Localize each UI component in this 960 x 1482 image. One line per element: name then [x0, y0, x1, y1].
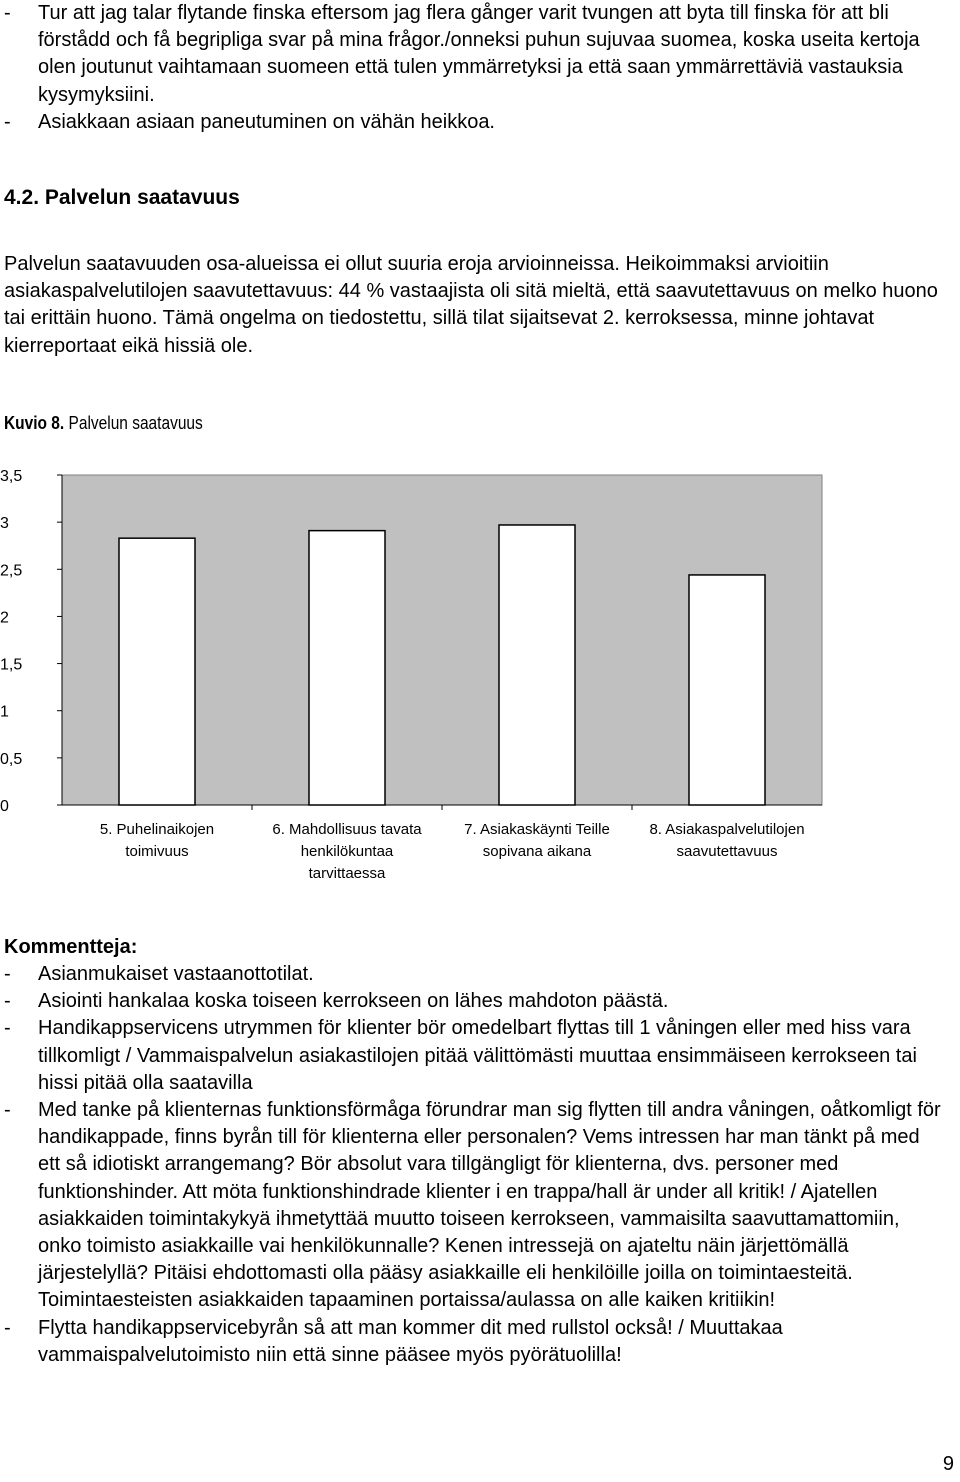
x-tick-label: 5. Puhelinaikojen toimivuus	[99, 821, 215, 860]
y-tick-label: 1,5	[0, 656, 23, 674]
comment-item: - Asiointi hankalaa koska toiseen kerrokseen on lähes mahdoton päästä.	[4, 990, 669, 1013]
y-tick-label: 3,5	[0, 468, 23, 485]
y-tick-label: 1	[0, 703, 9, 721]
y-tick-label: 0,5	[0, 750, 23, 768]
comment-text: Med tanke på klienternas funktionsförmåga förundrar man sig flytten till andra våningen, oåtkomligt för handikappade, finns byrån till för klienterna eller personalen? Vems intressen har man tänkt på med ett så idiotiskt arrangemang? Bör absolut vara tillgängligt för klienterna, dvs. personer med funktionshinder. Att möta funktionshindrade klienter i en trappa/hall är under all kritik! / Ajatellen asiakkaiden toimintakykyä ihmetyttää muutto toiseen kerrokseen, vammaisilta saavuttamattomiin, onko toimisto asiakkaille vai henkilökunnalle? Kenen intressejä on ajateltu näin järjettömällä järjestelyllä? Pitäisi ehdottomasti olla pääsy asiakkaille eli henkilöille joilla on toimintaesteitä. Toimintaesteisten asiakkaiden tapaaminen portaissa/aulassa on alle kaiken kritiikin!	[38, 1099, 941, 1312]
bar	[689, 575, 765, 805]
comment-text: Flytta handikappservicebyrån så att man kommer dit med rullstol också! / Muuttakaa vammaispalvelutoimisto niin että sinne pääsee myös pyörätuolilla!	[38, 1316, 783, 1366]
list-item: - Tur att jag talar flytande finska eftersom jag flera gånger varit tvungen att byta till finska för att bli förstådd och få begripliga svar på mina frågor./onneksi puhun sujuvaa suomea, koska useita kertoja olen joutunut vaihtamaan suomeen että tulen ymmärretyksi ja että saan ymmärrettäviä vastauksia kysymyksiini.	[4, 2, 920, 106]
x-tick-label: 8. Asiakaspalvelutilojen saavutettavuus	[649, 821, 805, 860]
bar-chart	[0, 455, 960, 895]
comment-item: - Med tanke på klienternas funktionsförmåga förundrar man sig flytten till andra våningen, oåtkomligt för handikappade, finns byrån till för klienterna eller personalen? Vems intressen har man tänkt på med ett så idiotiskt arrangemang? Bör absolut vara tillgängligt för klienterna, dvs. personer med funktionshinder. Att möta funktionshindrade klienter i en trappa/hall är under all kritik! / Ajatellen asiakkaiden toimintakykyä ihmetyttää muutto toiseen kerrokseen, vammaisilta saavuttamattomiin, onko toimisto asiakkaille vai henkilökunnalle? Kenen intressejä on ajateltu näin järjettömällä järjestelyllä? Pitäisi ehdottomasti olla pääsy asiakkaille eli henkilöille joilla on toimintaesteitä. Toimintaesteisten asiakkaiden tapaaminen portaissa/aulassa on alle kaiken kritiikin!	[4, 1099, 941, 1312]
y-tick-label: 3	[0, 515, 9, 533]
comments-section	[0, 936, 945, 1369]
comment-text: Asianmukaiset vastaanottotilat.	[38, 963, 314, 985]
comment-text: Asiointi hankalaa koska toiseen kerrokseen on lähes mahdoton päästä.	[38, 990, 669, 1013]
intro-list	[0, 0, 940, 136]
comment-item: - Flytta handikappservicebyrån så att man kommer dit med rullstol också! / Muuttakaa vammaispalvelutoimisto niin että sinne pääsee myös pyörätuolilla!	[4, 1316, 783, 1366]
figure-title: Palvelun saatavuus	[68, 413, 203, 433]
list-item-text: Asiakkaan asiaan paneutuminen on vähän heikkoa.	[38, 110, 495, 133]
bar	[309, 531, 385, 805]
y-tick-label: 0	[0, 798, 9, 815]
section-paragraph: Palvelun saatavuuden osa-alueissa ei ollut suuria eroja arvioinneissa. Heikoimmaksi arvioitiin asiakaspalvelutilojen saavutettavuus: 44 % vastaajista oli sitä mieltä, että saavutettavuus on melko huono tai erittäin huono. Tämä ongelma on tiedostettu, sillä tilat sijaitsevat 2. kerroksessa, minne johtavat kierreportaat eikä hissiä ole.	[4, 253, 938, 357]
figure-label: Kuvio 8.	[4, 413, 65, 433]
x-tick-label: 6. Mahdollisuus tavata henkilökuntaa tarvittaessa	[272, 821, 422, 882]
comments-heading: Kommentteja:	[4, 936, 138, 958]
comment-item: - Handikappservicens utrymmen för klienter bör omedelbart flyttas till 1 våningen eller med hiss vara tillkomligt / Vammaispalvelun asiakastilojen pitää välittömästi muuttaa ensimmäiseen kerrokseen tai hissi pitää olla saatavilla	[4, 1017, 917, 1094]
bar	[499, 525, 575, 805]
list-item: - Asiakkaan asiaan paneutuminen on vähän heikkoa.	[4, 110, 495, 133]
y-tick-label: 2	[0, 609, 9, 627]
list-item-text: Tur att jag talar flytande finska eftersom jag flera gånger varit tvungen att byta till finska för att bli förstådd och få begripliga svar på mina frågor./onneksi puhun sujuvaa suomea, koska useita kertoja olen joutunut vaihtamaan suomeen että tulen ymmärretyksi ja että saan ymmärrettäviä vastauksia kysymyksiini.	[38, 2, 920, 106]
section-heading: 4.2. Palvelun saatavuus	[4, 186, 240, 209]
comment-text: Handikappservicens utrymmen för klienter bör omedelbart flyttas till 1 våningen eller med hiss vara tillkomligt / Vammaispalvelun asiakastilojen pitää välittömästi muuttaa ensimmäiseen kerrokseen tai hissi pitää olla saatavilla	[38, 1017, 917, 1094]
bar	[119, 538, 195, 805]
x-tick-label: 7. Asiakaskäynti Teille sopivana aikana	[464, 821, 610, 860]
page-number: 9	[942, 1453, 954, 1475]
y-tick-label: 2,5	[0, 562, 23, 580]
figure-caption	[4, 413, 203, 434]
comment-item: - Asianmukaiset vastaanottotilat.	[4, 963, 314, 985]
